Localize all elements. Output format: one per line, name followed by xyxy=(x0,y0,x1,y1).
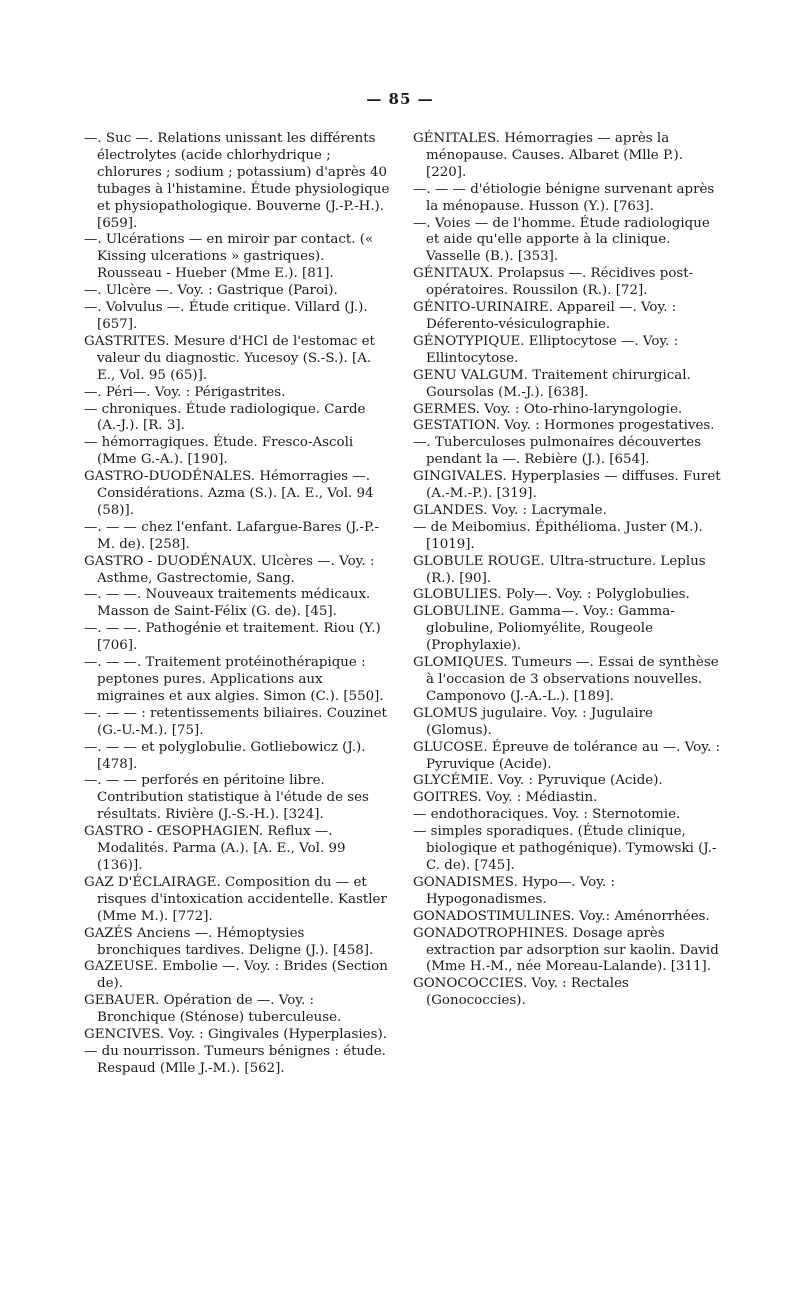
index-entry: GAZ D'ÉCLAIRAGE. Composition du — et risques d'intoxication accidentelle. Kastler (Mme M.). [772]. xyxy=(84,874,387,924)
index-entry: GLOMIQUES. Tumeurs —. Essai de synthèse à l'occasion de 3 observations nouvelles. Camponovo (J.-A.-L.). [189]. xyxy=(413,655,719,704)
index-entry: —. Ulcérations — en miroir par contact. (« Kissing ulcerations » gastriques). Rousseau - Hueber (Mme E.). [81]. xyxy=(84,232,374,282)
index-entry: GERMES. Voy. : Oto-rhino-laryngologie. xyxy=(413,401,683,417)
index-entry: GLUCOSE. Épreuve de tolérance au —. Voy. : Pyruvique (Acide). xyxy=(413,739,721,772)
index-entry: —. Volvulus —. Étude critique. Villard (J.). [657]. xyxy=(84,300,368,332)
index-entry: —. — — d'étiologie bénigne survenant après la ménopause. Husson (Y.). [763]. xyxy=(413,181,715,214)
index-entry: GLYCÉMIE. Voy. : Pyruvique (Acide). xyxy=(413,773,663,789)
index-entry: GASTRITES. Mesure d'HCl de l'estomac et valeur du diagnostic. Yucesoy (S.-S.). [A. E., Vol. 95 (65)]. xyxy=(84,333,375,383)
index-entry: —. Voies — de l'homme. Étude radiologique et aide qu'elle apporte à la clinique. Vasselle (B.). [353]. xyxy=(413,215,710,265)
index-entry: GEBAUER. Opération de —. Voy. : Bronchique (Sténose) tuberculeuse. xyxy=(84,993,342,1026)
index-entry: —. Ulcère —. Voy. : Gastrique (Paroi). xyxy=(84,283,338,299)
index-entry: GLOMUS jugulaire. Voy. : Jugulaire (Glomus). xyxy=(413,705,653,738)
left-column xyxy=(84,131,390,1078)
index-entry: GOITRES. Voy. : Médiastin. xyxy=(413,790,598,806)
index-entry: GLOBULE ROUGE. Ultra-structure. Leplus (R.). [90]. xyxy=(413,553,706,586)
index-entry: —. Tuberculoses pulmonaires découvertes pendant la —. Rebière (J.). [654]. xyxy=(413,435,702,468)
right-column xyxy=(413,131,723,1010)
index-entry: —. — —. Traitement protéinothérapique : peptones pures. Applications aux migraines et aux algies. Simon (C.). [550]. xyxy=(84,655,384,704)
index-entry: GASTRO - ŒSOPHAGIEN. Reflux —. Modalités. Parma (A.). [A. E., Vol. 99 (136)]. xyxy=(84,824,346,873)
index-entry: —. — — perforés en péritoine libre. Contribution statistique à l'étude de ses résultats. Rivière (J.-S.-H.). [324]. xyxy=(84,773,369,823)
index-entry: — simples sporadiques. (Étude clinique, biologique et pathogénique). Tymowski (J.-C. de). [745]. xyxy=(413,824,717,873)
index-entry: GASTRO-DUODÉNALES. Hémorragies —. Considérations. Azma (S.). [A. E., Vol. 94 (58)]. xyxy=(84,469,374,518)
index-entry: GONOCOCCIES. Voy. : Rectales (Gonococcies). xyxy=(413,976,629,1009)
index-entry: GONADOTROPHINES. Dosage après extraction par adsorption sur kaolin. David (Mme H.-M., née Moreau-Lalande). [311]. xyxy=(413,925,719,975)
index-entry: GASTRO - DUODÉNAUX. Ulcères —. Voy. : Asthme, Gastrectomie, Sang. xyxy=(84,553,375,586)
index-entry: —. — — chez l'enfant. Lafargue-Bares (J.-P.-M. de). [258]. xyxy=(84,519,380,552)
index-entry: —. — — et polyglobulie. Gotliebowicz (J.). [478]. xyxy=(84,739,366,772)
index-entry: —. — —. Nouveaux traitements médicaux. Masson de Saint-Félix (G. de). [45]. xyxy=(84,587,371,620)
index-entry: — chroniques. Étude radiologique. Carde (A.-J.). [R. 3]. xyxy=(84,401,366,434)
index-entry: GENU VALGUM. Traitement chirurgical. Goursolas (M.-J.). [638]. xyxy=(413,367,691,400)
index-entry: — du nourrisson. Tumeurs bénignes : étude. Respaud (Mlle J.-M.). [562]. xyxy=(84,1043,386,1076)
index-entry: GLOBULIES. Poly—. Voy. : Polyglobulies. xyxy=(413,587,690,603)
page-number: — 85 — xyxy=(366,90,434,108)
index-entry: — de Meibomius. Épithélioma. Juster (M.). [1019]. xyxy=(413,519,703,552)
index-entry: GAZEUSE. Embolie —. Voy. : Brides (Section de). xyxy=(84,959,388,992)
index-entry: GLOBULINE. Gamma—. Voy.: Gamma-globuline, Poliomyélite, Rougeole (Prophylaxie). xyxy=(413,604,675,654)
index-entry: GONADISMES. Hypo—. Voy. : Hypogonadismes. xyxy=(413,874,616,907)
index-entry: —. Péri—. Voy. : Périgastrites. xyxy=(84,384,286,400)
index-entry: —. — —. Pathogénie et traitement. Riou (Y.) [706]. xyxy=(84,621,381,654)
index-entry: GAZÉS Anciens —. Hémoptysies bronchiques tardives. Deligne (J.). [458]. xyxy=(84,925,374,958)
index-entry: GLANDES. Voy. : Lacrymale. xyxy=(413,502,607,518)
index-entry: GÉNOTYPIQUE. Elliptocytose —. Voy. : Ellintocytose. xyxy=(413,333,679,366)
index-entry: GÉNITO-URINAIRE. Appareil —. Voy. : Déferento-vésiculographie. xyxy=(413,300,677,332)
index-entry: —. Suc —. Relations unissant les différents électrolytes (acide chlorhydrique ; chlorures ; sodium ; potassium) d'après 40 tubages à l'histamine. Étude physiologique et physiopathologique. Bouverne (J.-P.-H.). [659]. xyxy=(84,131,390,231)
index-entry: — hémorragiques. Étude. Fresco-Ascoli (Mme G.-A.). [190]. xyxy=(84,435,354,468)
index-entry: GONADOSTIMULINES. Voy.: Aménorrhées. xyxy=(413,908,710,924)
index-entry: GINGIVALES. Hyperplasies — diffuses. Furet (A.-M.-P.). [319]. xyxy=(413,469,721,502)
index-entry: GENCIVES. Voy. : Gingivales (Hyperplasies). xyxy=(84,1027,387,1043)
index-entry: GESTATION. Voy. : Hormones progestatives. xyxy=(413,418,715,434)
index-entry: —. — — : retentissements biliaires. Couzinet (G.-U.-M.). [75]. xyxy=(84,705,387,738)
index-entry: GÉNITAUX. Prolapsus —. Récidives post-opératoires. Roussilon (R.). [72]. xyxy=(413,266,694,299)
index-entry: — endothoraciques. Voy. : Sternotomie. xyxy=(413,807,681,823)
index-entry: GÉNITALES. Hémorragies — après la ménopause. Causes. Albaret (Mlle P.). [220]. xyxy=(413,131,684,180)
